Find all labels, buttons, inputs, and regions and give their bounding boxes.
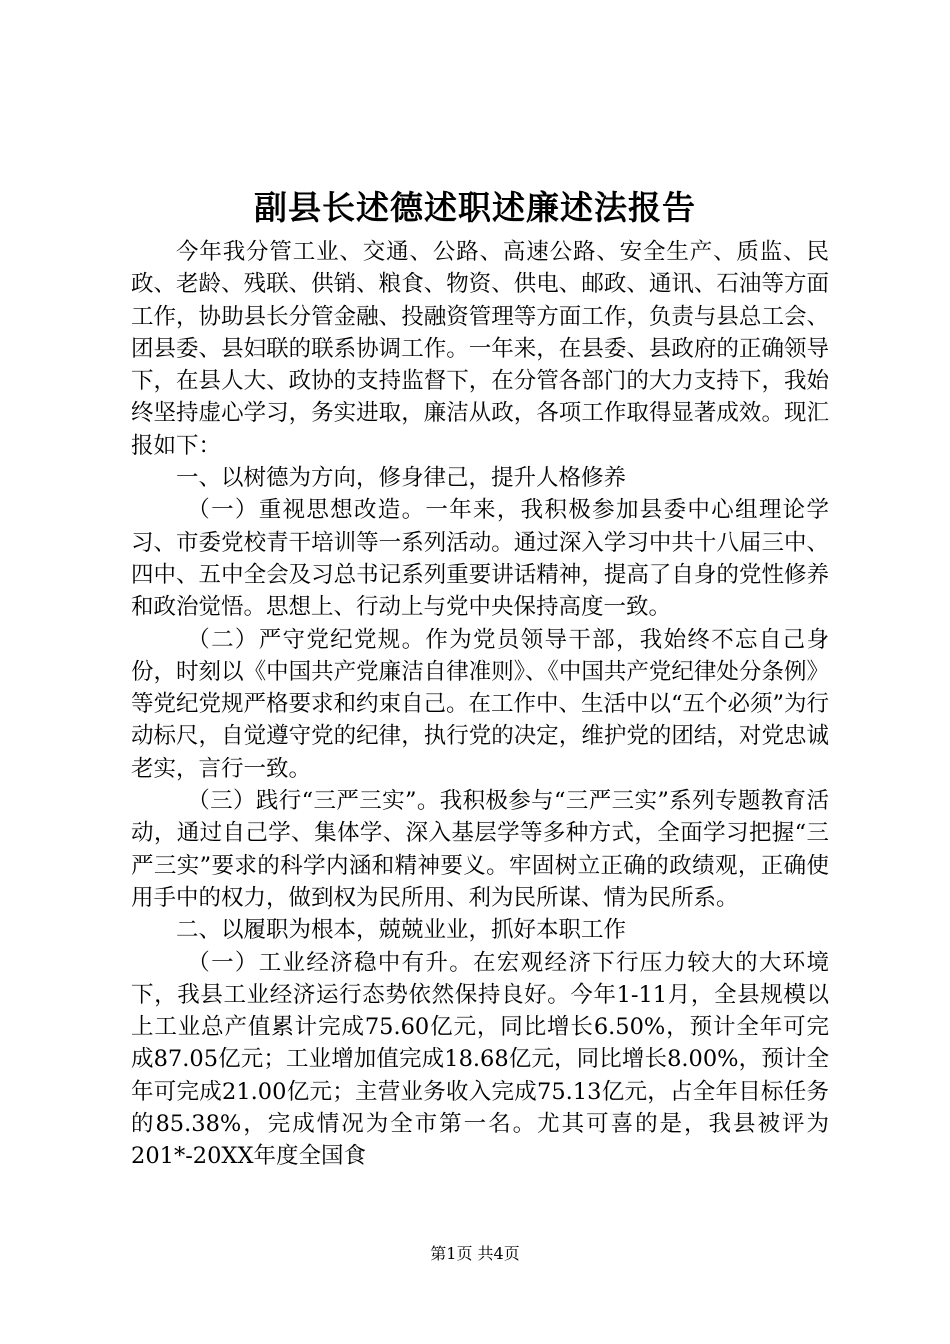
section-heading-2: 二、以履职为根本，兢兢业业，抓好本职工作 — [176, 917, 627, 944]
subsection-paragraph-2-1: （一）工业经济稳中有升。在宏观经济下行压力较大的大环境下，我县工业经济运行态势依然保持良好。今年1-11月，全县规模以上工业总产值累计完成75.60亿元，同比增长6.50%，预计全年可完成87.05亿元；工业增加值完成18.68亿元，同比增长8.00%，预计全年可完成21.00亿元；主营业务收入完成75.13亿元，占全年目标任务的85.38%，完成情况为全市第一名。尤其可喜的是，我县被评为201*-20XX年度全国食 — [131, 949, 829, 1170]
section-heading-1: 一、以树德为方向，修身律己，提升人格修养 — [176, 465, 627, 492]
subsection-paragraph-1-3: （三）践行“三严三实”。我积极参与“三严三实”系列专题教育活动，通过自己学、集体学、深入基层学等多种方式，全面学习把握“三严三实”要求的科学内涵和精神要义。牢固树立正确的政绩观，正确使用手中的权力，做到权为民所用、利为民所谋、情为民所系。 — [131, 788, 829, 911]
document-title: 副县长述德述职述廉述法报告 — [254, 188, 696, 227]
intro-paragraph: 今年我分管工业、交通、公路、高速公路、安全生产、质监、民政、老龄、残联、供销、粮食、物资、供电、邮政、通讯、石油等方面工作，协助县长分管金融、投融资管理等方面工作，负责与县总工会、团县委、县妇联的联系协调工作。一年来，在县委、县政府的正确领导下，在县人大、政协的支持监督下，在分管各部门的大力支持下，我始终坚持虚心学习，务实进取，廉洁从政，各项工作取得显著成效。现汇报如下： — [131, 239, 829, 459]
document-body — [131, 236, 829, 1173]
page-number-footer: 第1页 共4页 — [430, 1244, 520, 1263]
subsection-paragraph-1-1: （一）重视思想改造。一年来，我积极参加县委中心组理论学习、市委党校青干培训等一系列活动。通过深入学习中共十八届三中、四中、五中全会及习总书记系列重要讲话精神，提高了自身的党性修养和政治觉悟。思想上、行动上与党中央保持高度一致。 — [131, 497, 829, 621]
subsection-paragraph-1-2: （二）严守党纪党规。作为党员领导干部，我始终不忘自己身份，时刻以《中国共产党廉洁自律准则》、《中国共产党纪律处分条例》等党纪党规严格要求和约束自己。在工作中、生活中以“五个必须”为行动标尺，自觉遵守党的纪律，执行党的决定，维护党的团结，对党忠诚老实，言行一致。 — [131, 626, 830, 782]
